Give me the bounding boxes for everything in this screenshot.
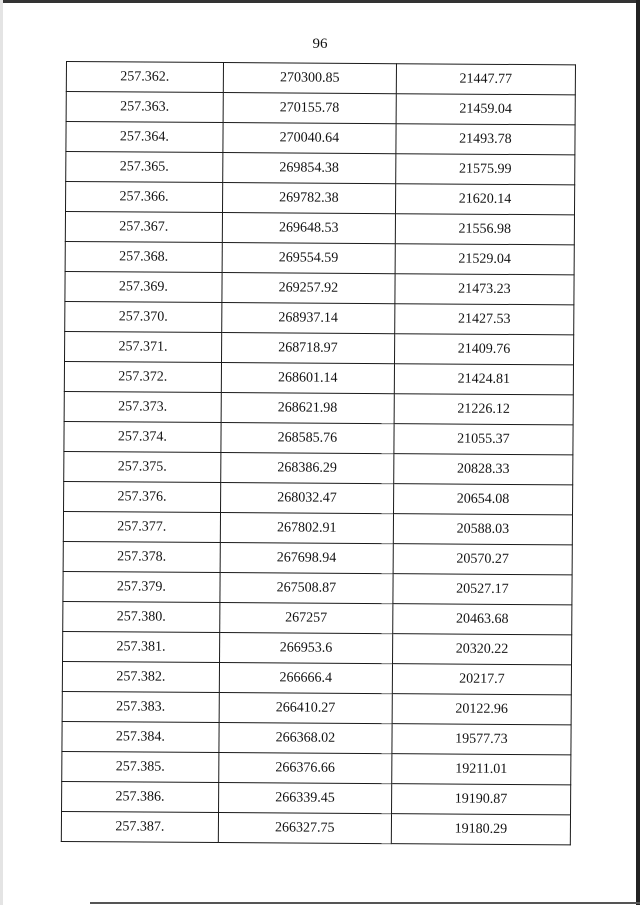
table-row [65,212,574,245]
table-row [62,781,571,814]
scan-edge-top [0,0,640,3]
point-number-cell: 257.383. [62,691,219,722]
y-coordinate-cell: 21556.98 [395,214,574,245]
table-row [62,751,571,784]
table-row [61,811,570,844]
x-coordinate-cell: 268718.97 [221,333,394,364]
y-coordinate-cell: 20217.7 [392,664,571,695]
y-coordinate-cell: 19211.01 [392,754,571,785]
page-number: 96 [312,36,328,52]
x-coordinate-cell: 270040.64 [223,123,396,154]
point-number-cell: 257.363. [66,92,223,123]
y-coordinate-cell: 21575.99 [396,154,575,185]
table-row [63,541,572,574]
table-row [62,691,571,724]
y-coordinate-cell: 21427.53 [395,304,574,335]
x-coordinate-cell: 269782.38 [222,183,395,214]
table-row [66,182,575,215]
x-coordinate-cell: 269854.38 [223,153,396,184]
table-row [63,511,572,544]
y-coordinate-cell: 20588.03 [393,514,572,545]
point-number-cell: 257.364. [66,122,223,153]
y-coordinate-cell: 19190.87 [391,784,570,815]
y-coordinate-cell: 20654.08 [393,484,572,515]
x-coordinate-cell: 266410.27 [219,693,392,724]
point-number-cell: 257.373. [64,391,221,422]
x-coordinate-cell: 266666.4 [219,663,392,694]
y-coordinate-cell: 21226.12 [394,394,573,425]
scan-edge-right [636,0,640,905]
x-coordinate-cell: 267508.87 [220,573,393,604]
point-number-cell: 257.376. [64,481,221,512]
y-coordinate-cell: 19577.73 [392,724,571,755]
y-coordinate-cell: 20122.96 [392,694,571,725]
table-row [66,62,575,95]
point-number-cell: 257.384. [62,721,219,752]
x-coordinate-cell: 269257.92 [222,273,395,304]
scan-edge-bottom [90,902,640,904]
y-coordinate-cell: 20828.33 [394,454,573,485]
point-number-cell: 257.375. [64,451,221,482]
table-row [65,301,574,334]
table-row [66,122,575,155]
x-coordinate-cell: 267257 [220,603,393,634]
y-coordinate-cell: 20320.22 [392,634,571,665]
table-row [63,571,572,604]
point-number-cell: 257.377. [63,511,220,542]
x-coordinate-cell: 268386.29 [221,453,394,484]
table-row [66,92,575,125]
coordinates-table-body [61,62,575,845]
x-coordinate-cell: 267698.94 [220,543,393,574]
point-number-cell: 257.386. [62,781,219,812]
point-number-cell: 257.365. [66,152,223,183]
point-number-cell: 257.380. [63,601,220,632]
point-number-cell: 257.378. [63,541,220,572]
table-row [65,241,574,274]
x-coordinate-cell: 267802.91 [220,513,393,544]
table-row [65,271,574,304]
point-number-cell: 257.367. [65,212,222,243]
y-coordinate-cell: 21493.78 [396,124,575,155]
table-row [64,481,573,514]
x-coordinate-cell: 268032.47 [220,483,393,514]
x-coordinate-cell: 268585.76 [221,423,394,454]
point-number-cell: 257.385. [62,751,219,782]
table-row [62,721,571,754]
table-row [62,661,571,694]
point-number-cell: 257.371. [65,331,222,362]
table-row [65,331,574,364]
y-coordinate-cell: 21459.04 [396,94,575,125]
y-coordinate-cell: 20527.17 [393,574,572,605]
y-coordinate-cell: 21473.23 [395,274,574,305]
y-coordinate-cell: 20463.68 [393,604,572,635]
point-number-cell: 257.387. [61,811,218,842]
table-row [64,421,573,454]
table-row [66,152,575,185]
y-coordinate-cell: 21447.77 [396,64,575,95]
table-row [63,631,572,664]
table-row [63,601,572,634]
coordinates-table [61,61,576,845]
point-number-cell: 257.370. [65,301,222,332]
x-coordinate-cell: 268601.14 [221,363,394,394]
scan-edge-left [0,0,3,905]
point-number-cell: 257.362. [66,62,223,93]
point-number-cell: 257.381. [63,631,220,662]
y-coordinate-cell: 21424.81 [394,364,573,395]
y-coordinate-cell: 19180.29 [391,814,570,845]
point-number-cell: 257.382. [62,661,219,692]
table-row [64,361,573,394]
table-row [64,451,573,484]
x-coordinate-cell: 268621.98 [221,393,394,424]
x-coordinate-cell: 266368.02 [219,723,392,754]
y-coordinate-cell: 21529.04 [395,244,574,275]
point-number-cell: 257.372. [64,361,221,392]
x-coordinate-cell: 266376.66 [219,753,392,784]
point-number-cell: 257.366. [66,182,223,213]
x-coordinate-cell: 268937.14 [222,303,395,334]
point-number-cell: 257.379. [63,571,220,602]
x-coordinate-cell: 266339.45 [218,783,391,814]
x-coordinate-cell: 266953.6 [219,633,392,664]
x-coordinate-cell: 270155.78 [223,93,396,124]
y-coordinate-cell: 21620.14 [395,184,574,215]
x-coordinate-cell: 269648.53 [222,213,395,244]
y-coordinate-cell: 21055.37 [394,424,573,455]
y-coordinate-cell: 21409.76 [394,334,573,365]
point-number-cell: 257.374. [64,421,221,452]
x-coordinate-cell: 270300.85 [223,63,396,94]
point-number-cell: 257.369. [65,271,222,302]
y-coordinate-cell: 20570.27 [393,544,572,575]
table-row [64,391,573,424]
x-coordinate-cell: 266327.75 [218,813,391,844]
point-number-cell: 257.368. [65,241,222,272]
x-coordinate-cell: 269554.59 [222,243,395,274]
